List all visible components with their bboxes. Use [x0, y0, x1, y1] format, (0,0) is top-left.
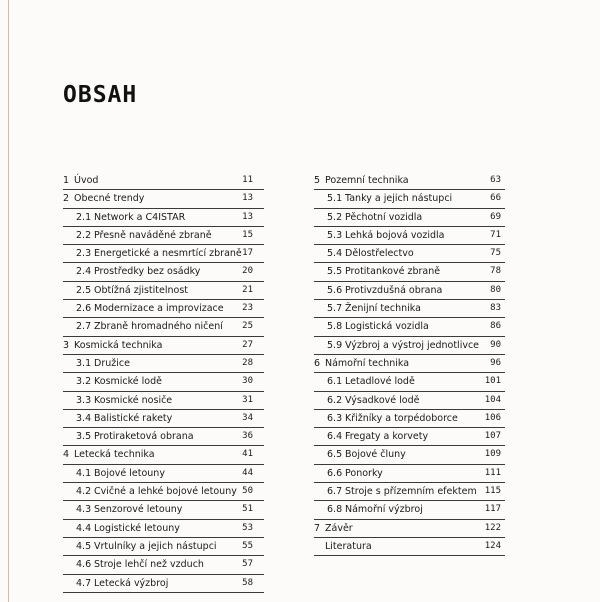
toc-entry-number: 3.3 — [76, 394, 92, 406]
toc-page-number: 58 — [242, 577, 253, 588]
page-edge-line — [8, 0, 9, 602]
toc-section-row — [314, 263, 505, 281]
toc-section-row — [63, 556, 264, 574]
toc-page-number: 23 — [242, 303, 253, 314]
toc-entry-number: 5.2 — [327, 211, 343, 223]
toc-page-number: 36 — [242, 431, 253, 442]
toc-page-number: 80 — [490, 284, 501, 295]
toc-entry-number: 3.2 — [76, 376, 92, 388]
toc-entry-label: Lehká bojová vozidla — [345, 229, 445, 241]
toc-page-number: 11 — [242, 175, 253, 185]
toc-entry-label: Logistická vozidla — [345, 321, 429, 333]
toc-page-number: 51 — [242, 504, 253, 515]
toc-entry-number: 4.2 — [76, 486, 92, 498]
page-title: OBSAH — [63, 82, 138, 108]
toc-section-row — [314, 318, 505, 336]
toc-entry-number: 2.4 — [76, 266, 92, 278]
toc-page-number: 25 — [242, 321, 253, 332]
toc-entry-label: Ponorky — [345, 467, 383, 479]
toc-page-number: 20 — [242, 266, 253, 277]
toc-section-row — [314, 282, 505, 300]
toc-page-number: 90 — [490, 339, 501, 350]
toc-page-number: 83 — [490, 303, 501, 314]
toc-section-row — [314, 337, 505, 355]
toc-page-number: 115 — [484, 486, 501, 497]
toc-section-row — [63, 575, 264, 593]
toc-section-row — [314, 501, 505, 519]
toc-entry-number: 4.4 — [76, 522, 92, 534]
toc-entry-label: Stroje lehčí než vzduch — [94, 559, 204, 571]
toc-entry-label: Letadlové lodě — [345, 376, 415, 388]
toc-page-number: 124 — [484, 540, 501, 551]
toc-section-row — [314, 392, 505, 410]
toc-entry-label: Úvod — [74, 175, 99, 186]
toc-entry-number: 2 — [63, 193, 70, 205]
toc-entry-label: Prostředky bez osádky — [94, 266, 201, 278]
toc-section-row — [63, 318, 264, 336]
toc-entry-label: Námořní výzbroj — [345, 504, 423, 516]
toc-entry-number: 5.3 — [327, 229, 343, 241]
toc-column-left — [63, 172, 264, 593]
toc-entry-number: 6.7 — [327, 486, 343, 498]
toc-entry-label: Bojové čluny — [345, 449, 406, 461]
toc-entry-label: Výzbroj a výstroj jednotlivce — [345, 339, 480, 351]
toc-page-number: 69 — [490, 211, 501, 222]
toc-entry-number: 2.6 — [76, 303, 92, 315]
toc-entry-label: Protivzdušná obrana — [345, 284, 443, 296]
toc-page-number: 106 — [484, 412, 501, 423]
toc-page-number: 30 — [242, 376, 253, 387]
toc-page-number: 111 — [484, 467, 501, 478]
toc-page-number: 104 — [484, 394, 501, 405]
toc-entry-number: 4.1 — [76, 467, 92, 479]
toc-section-row — [314, 373, 505, 391]
toc-page-number: 96 — [490, 357, 501, 368]
toc-section-row — [314, 428, 505, 446]
toc-entry-label: Balistické rakety — [94, 412, 173, 424]
toc-chapter-row — [314, 355, 505, 373]
toc-entry-number: 4.3 — [76, 504, 92, 516]
toc-page-number: 17 — [242, 248, 253, 259]
toc-entry-number: 6.4 — [327, 431, 343, 443]
toc-chapter-row — [63, 190, 264, 208]
toc-page-number: 31 — [242, 394, 253, 405]
toc-entry-number: 4 — [63, 449, 70, 461]
toc-chapter-row — [63, 337, 264, 355]
toc-section-row — [63, 263, 264, 281]
toc-section-row — [63, 501, 264, 519]
toc-entry-label: Letecká technika — [74, 449, 155, 461]
toc-section-row — [63, 410, 264, 428]
toc-entry-label: Závěr — [325, 522, 353, 534]
toc-chapter-row — [314, 538, 505, 556]
toc-entry-label: Dělostřelectvo — [345, 248, 414, 260]
toc-section-row — [314, 410, 505, 428]
toc-entry-label: Pěchotní vozidla — [345, 211, 423, 223]
toc-entry-label: Bojové letouny — [94, 467, 165, 479]
toc-page-number: 117 — [484, 504, 501, 515]
toc-page-number: 13 — [242, 193, 253, 204]
toc-section-row — [314, 209, 505, 227]
toc-page-number: 71 — [490, 229, 501, 240]
toc-entry-label: Energetické a nesmrtící zbraně — [94, 248, 242, 260]
toc-section-row — [63, 227, 264, 245]
toc-entry-label: Družice — [94, 357, 130, 369]
toc-chapter-row — [63, 446, 264, 464]
toc-entry-label: Senzorové letouny — [94, 504, 183, 516]
toc-page-number: 15 — [242, 229, 253, 240]
toc-page-number: 75 — [490, 248, 501, 259]
toc-entry-label: Network a C4ISTAR — [94, 211, 186, 223]
toc-entry-number: 1 — [63, 175, 70, 186]
toc-entry-label: Obtížná zjistitelnost — [94, 284, 189, 296]
toc-entry-number: 5.7 — [327, 303, 343, 315]
toc-section-row — [63, 373, 264, 391]
toc-entry-number: 4.7 — [76, 577, 92, 589]
toc-entry-label: Kosmická technika — [74, 339, 163, 351]
toc-entry-label: Literatura — [325, 540, 372, 552]
toc-entry-number: 6.5 — [327, 449, 343, 461]
toc-page-number: 41 — [242, 449, 253, 460]
toc-entry-label: Námořní technika — [325, 357, 410, 369]
toc-entry-number: 2.7 — [76, 321, 92, 333]
toc-page-number: 86 — [490, 321, 501, 332]
toc-page-number: 44 — [242, 467, 253, 478]
toc-entry-label: Stroje s přízemním efektem — [345, 486, 477, 498]
toc-page-number: 27 — [242, 339, 253, 350]
toc-page-number: 28 — [242, 357, 253, 368]
toc-entry-label: Ženijní technika — [345, 303, 421, 315]
toc-entry-number: 2.5 — [76, 284, 92, 296]
toc-entry-label: Kosmické nosiče — [94, 394, 173, 406]
toc-section-row — [314, 190, 505, 208]
toc-entry-number: 6.8 — [327, 504, 343, 516]
toc-entry-number: 5.9 — [327, 339, 343, 351]
toc-entry-label: Modernizace a improvizace — [94, 303, 224, 315]
toc-page-number: 107 — [484, 431, 501, 442]
toc-page-number: 21 — [242, 284, 253, 295]
toc-entry-label: Obecné trendy — [74, 193, 145, 205]
toc-section-row — [63, 209, 264, 227]
toc-section-row — [314, 300, 505, 318]
toc-entry-number: 3.1 — [76, 357, 92, 369]
toc-entry-label: Fregaty a korvety — [345, 431, 429, 443]
toc-entry-label: Protitankové zbraně — [345, 266, 441, 278]
toc-entry-label: Výsadkové lodě — [345, 394, 420, 406]
toc-entry-number: 3.5 — [76, 431, 92, 443]
toc-chapter-row — [63, 172, 264, 190]
toc-entry-label: Logistické letouny — [94, 522, 180, 534]
toc-entry-number: 4.5 — [76, 540, 92, 552]
toc-entry-number: 3 — [63, 339, 70, 351]
toc-entry-number: 2.2 — [76, 229, 92, 241]
toc-entry-label: Pozemní technika — [325, 175, 409, 186]
toc-page-number: 63 — [490, 175, 501, 185]
toc-section-row — [63, 538, 264, 556]
toc-section-row — [63, 282, 264, 300]
toc-entry-number: 5.8 — [327, 321, 343, 333]
toc-chapter-row — [314, 520, 505, 538]
toc-page-number: 101 — [484, 376, 501, 387]
toc-entry-label: Zbraně hromadného ničení — [94, 321, 223, 333]
toc-chapter-row — [314, 172, 505, 190]
toc-entry-number: 5.6 — [327, 284, 343, 296]
toc-entry-number: 5.4 — [327, 248, 343, 260]
toc-entry-number: 5.5 — [327, 266, 343, 278]
toc-entry-label: Tanky a jejich nástupci — [345, 193, 453, 205]
toc-entry-label: Kosmické lodě — [94, 376, 162, 388]
toc-page-number: 13 — [242, 211, 253, 222]
toc-entry-label: Letecká výzbroj — [94, 577, 169, 589]
toc-section-row — [314, 245, 505, 263]
toc-entry-number: 4.6 — [76, 559, 92, 571]
toc-entry-label: Cvičné a lehké bojové letouny — [94, 486, 237, 498]
toc-entry-number: 6.2 — [327, 394, 343, 406]
toc-section-row — [314, 465, 505, 483]
toc-entry-number: 6.3 — [327, 412, 343, 424]
toc-page-number: 55 — [242, 540, 253, 551]
toc-page-number: 122 — [484, 522, 501, 533]
toc-entry-number: 6.6 — [327, 467, 343, 479]
toc-section-row — [314, 227, 505, 245]
toc-section-row — [314, 446, 505, 464]
toc-section-row — [63, 520, 264, 538]
toc-entry-label: Protiraketová obrana — [94, 431, 194, 443]
toc-entry-label: Vrtulníky a jejich nástupci — [94, 540, 217, 552]
toc-page-number: 50 — [242, 486, 253, 497]
toc-section-row — [63, 300, 264, 318]
toc-section-row — [63, 245, 264, 263]
toc-page-number: 57 — [242, 559, 253, 570]
toc-entry-label: Přesně naváděné zbraně — [94, 229, 212, 241]
toc-entry-number: 3.4 — [76, 412, 92, 424]
toc-entry-number: 2.3 — [76, 248, 92, 260]
toc-entry-number: 2.1 — [76, 211, 92, 223]
toc-page-number: 34 — [242, 412, 253, 423]
toc-section-row — [314, 483, 505, 501]
toc-column-right — [314, 172, 505, 556]
toc-section-row — [63, 355, 264, 373]
toc-entry-number: 5.1 — [327, 193, 343, 205]
toc-entry-number: 7 — [314, 522, 321, 534]
toc-entry-label: Křižníky a torpédoborce — [345, 412, 458, 424]
toc-section-row — [63, 428, 264, 446]
toc-page-number: 109 — [484, 449, 501, 460]
toc-page-number: 53 — [242, 522, 253, 533]
toc-section-row — [63, 392, 264, 410]
toc-entry-number: 6.1 — [327, 376, 343, 388]
toc-entry-number: 5 — [314, 175, 321, 186]
toc-page-number: 78 — [490, 266, 501, 277]
toc-entry-number: 6 — [314, 357, 321, 369]
toc-section-row — [63, 465, 264, 483]
toc-page-number: 66 — [490, 193, 501, 204]
toc-section-row — [63, 483, 264, 501]
